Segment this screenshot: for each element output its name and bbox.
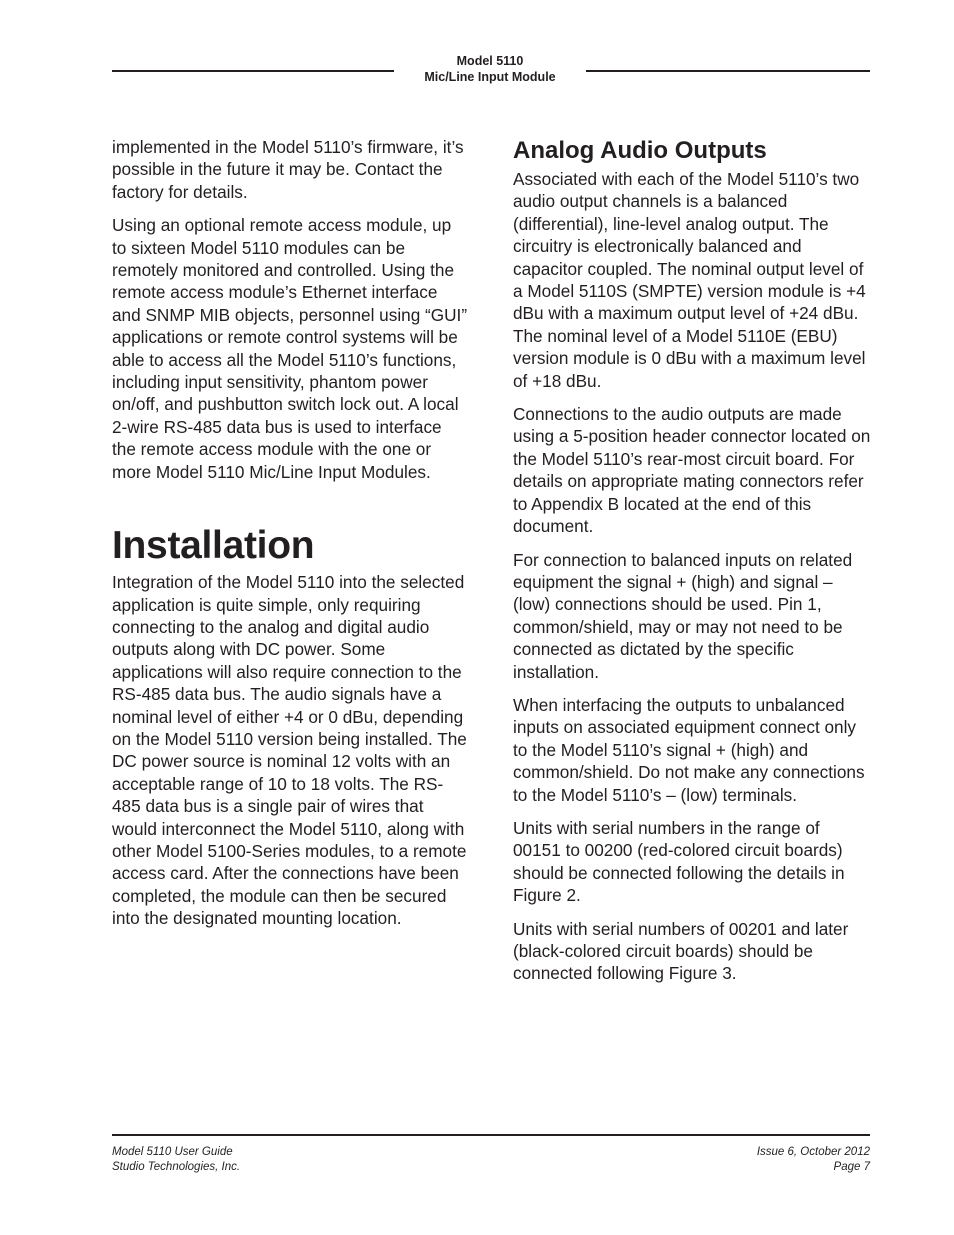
output-connector-paragraph: Connections to the audio outputs are made using a 5-position header connector located on the Model 5110’s rear-most circuit board. For details on appropriate mating connectors refer to Appendix B located at the end of this document. <box>513 404 871 537</box>
footer-guide-title: Model 5110 User Guide <box>112 1146 233 1158</box>
balanced-connection-paragraph: For connection to balanced inputs on related equipment the signal + (high) and signal – (low) connections should be used. Pin 1, common/shield, may or may not need to be connected as dictated by the specific installation. <box>513 549 853 682</box>
header-rule-left <box>112 70 394 72</box>
analog-audio-outputs-heading: Analog Audio Outputs <box>513 137 767 164</box>
footer-right <box>757 1145 870 1175</box>
footer-page-number: Page 7 <box>833 1161 870 1173</box>
page-header <box>112 52 870 92</box>
remote-access-paragraph: Using an optional remote access module, up to sixteen Model 5110 modules can be remotely monitored and controlled. Using the remote access module’s Ethernet interface and SNMP MIB objects, personnel using “GUI” applications or remote control systems will be able to access all the Model 5110’s functions, including input sensitivity, phantom power on/off, and pushbutton switch lock out. A local 2-wire RS-485 data bus is used to interface the remote access module with the one or more Model 5110 Mic/Line Input Modules. <box>112 215 468 482</box>
footer-issue: Issue 6, October 2012 <box>756 1146 870 1158</box>
firmware-paragraph: implemented in the Model 5110’s firmware, it’s possible in the future it may be. Contact the factory for details. <box>112 137 464 202</box>
header-rule-right <box>586 70 870 72</box>
installation-heading: Installation <box>112 524 315 568</box>
left-column <box>112 136 470 930</box>
black-boards-paragraph: Units with serial numbers of 00201 and later (black-colored circuit boards) should be connected following Figure 3. <box>513 918 849 984</box>
right-column <box>513 136 871 985</box>
output-levels-paragraph: Associated with each of the Model 5110’s two audio output channels is a balanced (differential), line-level analog output. The circuitry is electronically balanced and capacitor coupled. The nominal output level of a Model 5110S (SMPTE) version module is +4 dBu with a maximum output level of +24 dBu. The nominal level of a Model 5110E (EBU) version module is 0 dBu with a maximum level of +18 dBu. <box>513 169 866 391</box>
red-boards-paragraph: Units with serial numbers in the range of 00151 to 00200 (red-colored circuit boards) should be connected following the details in Figure 2. <box>513 817 845 906</box>
installation-paragraph: Integration of the Model 5110 into the selected application is quite simple, only requiring connecting to the analog and digital audio outputs along with DC power. Some applications will also require connection to the RS-485 data bus. The audio signals have a nominal level of either +4 or 0 dBu, depending on the Model 5110 version being installed. The DC power source is nominal 12 volts with an acceptable range of 10 to 18 volts. The RS-485 data bus is a single pair of wires that would interconnect the Model 5110, along with other Model 5100-Series modules, to a remote access card. After the connections have been completed, the module can then be secured into the designated mounting location. <box>112 572 467 929</box>
footer-left <box>112 1145 240 1175</box>
header-module-name: Mic/Line Input Module <box>424 70 556 84</box>
unbalanced-connection-paragraph: When interfacing the outputs to unbalanced inputs on associated equipment connect only to the Model 5110’s signal + (high) and common/shield. Do not make any connections to the Model 5110’s – (low) terminals. <box>513 694 865 805</box>
page-footer <box>112 1134 870 1173</box>
footer-rule <box>112 1134 870 1136</box>
footer-company: Studio Technologies, Inc. <box>112 1161 241 1173</box>
header-model: Model 5110 <box>456 54 524 68</box>
header-title <box>394 53 586 85</box>
